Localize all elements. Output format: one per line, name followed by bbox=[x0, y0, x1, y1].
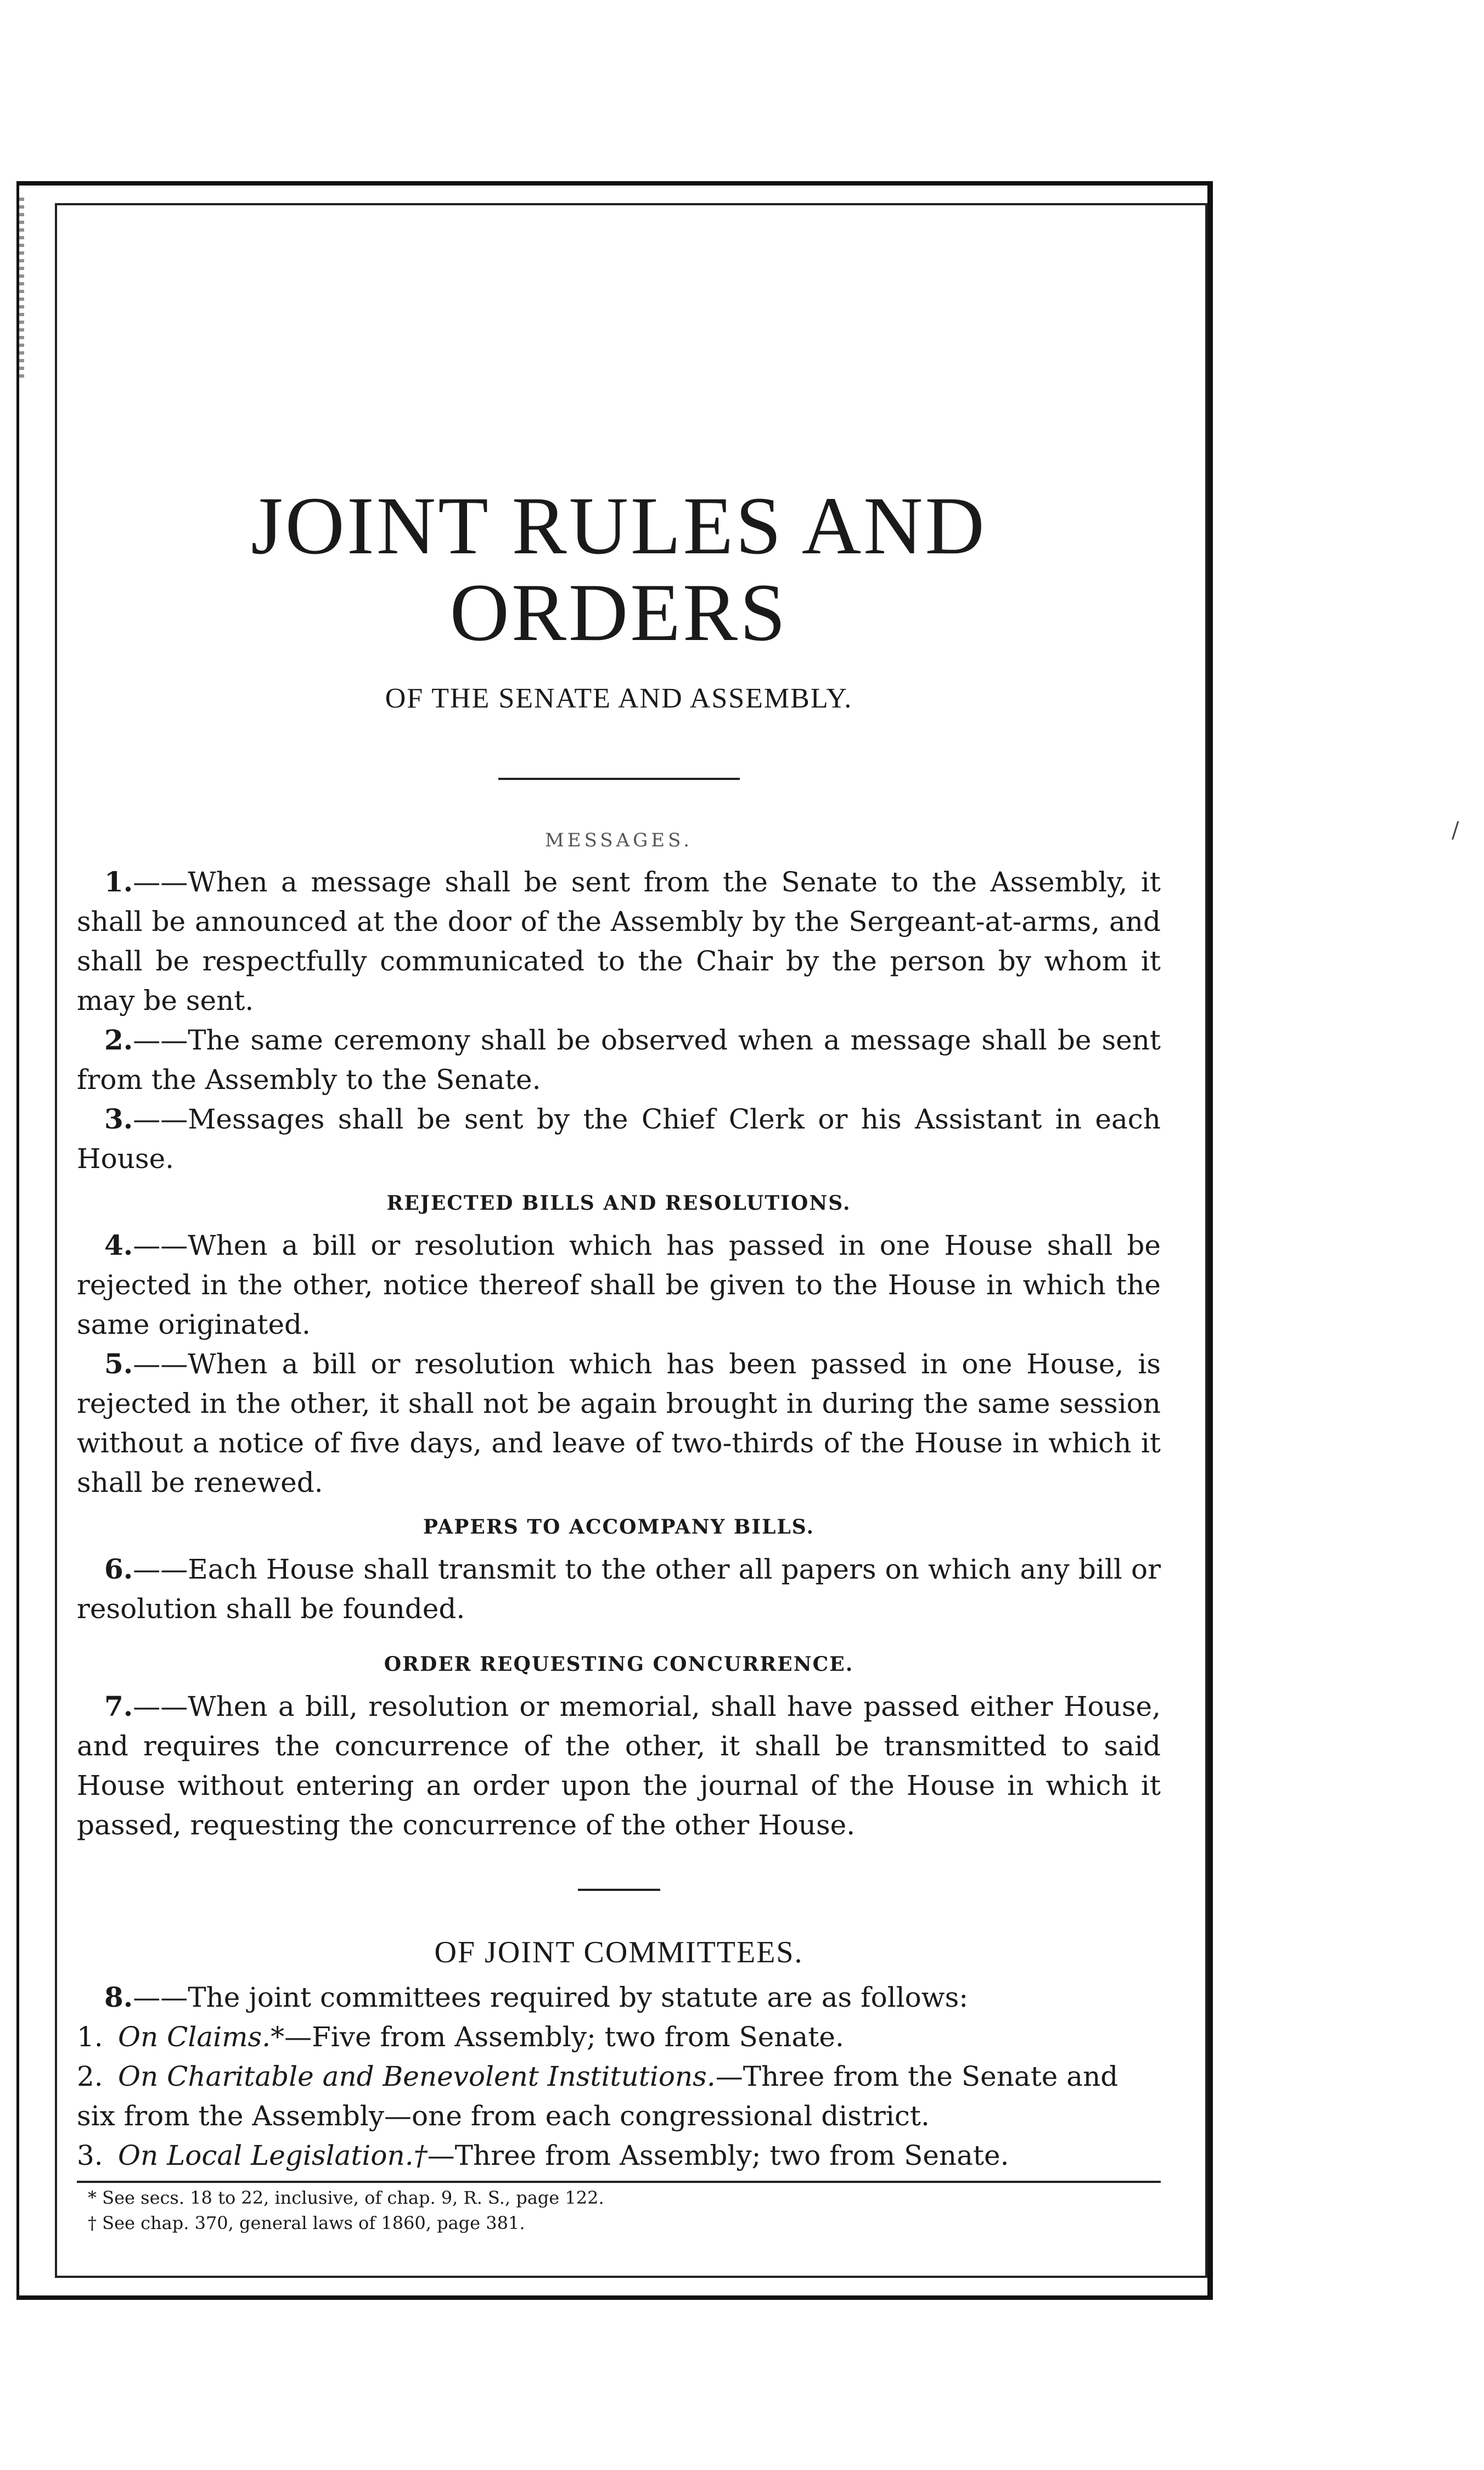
committee-number: 1. bbox=[77, 2021, 103, 2053]
rule-text: ——When a bill or resolution which has passed in one House shall be rejected in the other, notice thereof shall be given to the House in which the same originated. bbox=[77, 1230, 1161, 1340]
footnote: * See secs. 18 to 22, inclusive, of chap. 9, R. S., page 122. bbox=[88, 2187, 604, 2208]
committee-name: On Charitable and Benevolent Institutions. bbox=[118, 2061, 716, 2092]
rule-7 bbox=[77, 1687, 1161, 1845]
document-body bbox=[77, 480, 1161, 2233]
rule-number: 4. bbox=[104, 1229, 133, 1261]
footnote-divider bbox=[77, 2181, 1161, 2183]
rule-number: 1. bbox=[104, 866, 133, 898]
rule-1 bbox=[77, 862, 1161, 1020]
committee-item-continuation: six from the Assembly—one from each congressional district. bbox=[77, 2100, 930, 2132]
page-subtitle: OF THE SENATE AND ASSEMBLY. bbox=[385, 683, 853, 714]
rule-number: 3. bbox=[104, 1103, 133, 1135]
rule-3 bbox=[77, 1099, 1161, 1178]
rule-text: ——The joint committees required by statute are as follows: bbox=[133, 1981, 969, 2013]
rule-5 bbox=[77, 1344, 1161, 1502]
section-heading-messages: MESSAGES. bbox=[544, 829, 693, 851]
committee-number: 3. bbox=[77, 2140, 103, 2171]
rule-number: 7. bbox=[104, 1690, 133, 1722]
section-divider bbox=[578, 1889, 660, 1891]
rule-text: ——When a message shall be sent from the Senate to the Assembly, it shall be announced at the door of the Assembly by the Sergeant-at-arms, and shall be respectfully communicated to the Chair by the person by whom it may be sent. bbox=[77, 866, 1161, 1017]
rule-text: ——When a bill or resolution which has been passed in one House, is rejected in the other, it shall not be again brought in during the same session without a notice of five days, and leave of two-thirds of the House in which it shall be renewed. bbox=[77, 1348, 1161, 1498]
rule-number: 2. bbox=[104, 1024, 133, 1056]
rule-number: 8. bbox=[104, 1981, 133, 2013]
section-heading-rejected: REJECTED BILLS AND RESOLUTIONS. bbox=[386, 1192, 851, 1215]
committee-text: —Three from Assembly; two from Senate. bbox=[427, 2140, 1009, 2171]
rule-text: ——The same ceremony shall be observed when a message shall be sent from the Assembly to the Senate. bbox=[77, 1024, 1161, 1096]
committee-text: —Five from Assembly; two from Senate. bbox=[284, 2021, 844, 2053]
rule-8 bbox=[77, 1978, 1161, 2017]
rule-number: 6. bbox=[104, 1553, 133, 1585]
rule-number: 5. bbox=[104, 1348, 133, 1380]
committee-item bbox=[77, 2136, 1161, 2175]
committee-number: 2. bbox=[77, 2061, 103, 2092]
committee-item bbox=[77, 2057, 1161, 2096]
footnote: † See chap. 370, general laws of 1860, page 381. bbox=[88, 2213, 525, 2233]
committee-text: —Three from the Senate and bbox=[715, 2061, 1118, 2092]
stray-mark: / bbox=[1452, 818, 1459, 843]
committee-name: On Claims.* bbox=[118, 2021, 285, 2053]
section-heading-papers: PAPERS TO ACCOMPANY BILLS. bbox=[423, 1515, 815, 1539]
rule-text: ——Each House shall transmit to the other all papers on which any bill or resolution shall be founded. bbox=[77, 1553, 1161, 1625]
page-title: JOINT RULES AND ORDERS bbox=[251, 480, 987, 658]
rule-4 bbox=[77, 1226, 1161, 1344]
rule-6 bbox=[77, 1550, 1161, 1629]
committees-heading: OF JOINT COMMITTEES. bbox=[434, 1935, 803, 1969]
committee-item bbox=[77, 2017, 1161, 2057]
rule-2 bbox=[77, 1020, 1161, 1099]
committee-name: On Local Legislation.† bbox=[118, 2140, 428, 2171]
title-divider bbox=[498, 778, 740, 780]
rule-text: ——Messages shall be sent by the Chief Clerk or his Assistant in each House. bbox=[77, 1103, 1161, 1175]
section-heading-order: ORDER REQUESTING CONCURRENCE. bbox=[384, 1653, 854, 1676]
rule-text: ——When a bill, resolution or memorial, shall have passed either House, and requires the concurrence of the other, it shall be transmitted to said House without entering an order upon the journal of the House in which it passed, requesting the concurrence of the other House. bbox=[77, 1691, 1161, 1841]
